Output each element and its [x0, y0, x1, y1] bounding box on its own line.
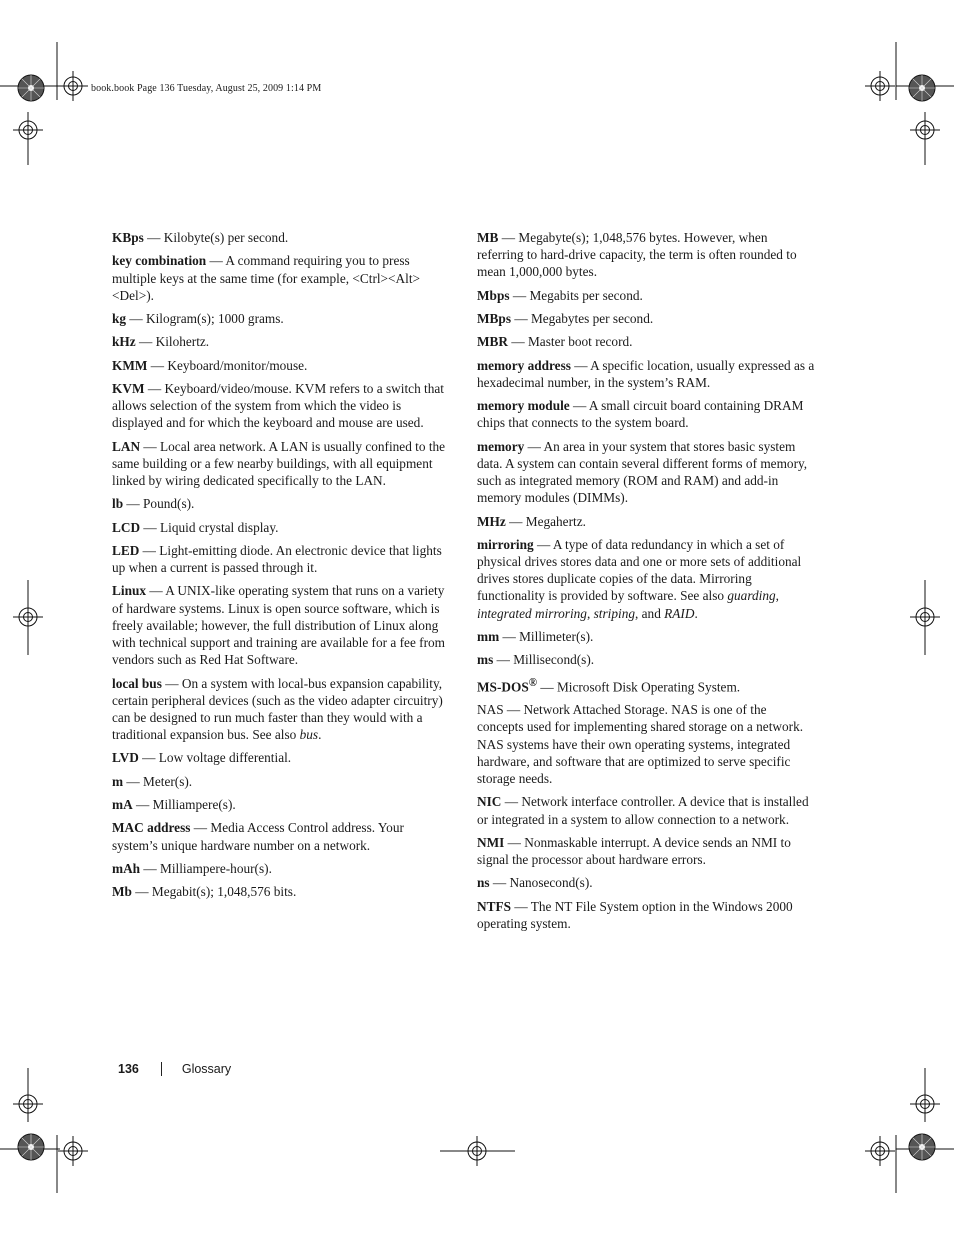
glossary-entry [112, 749, 450, 766]
definition-text: . [694, 605, 698, 621]
glossary-term: mAh [112, 860, 141, 876]
glossary-entry [112, 860, 450, 877]
glossary-definition: — Milliampere(s). [132, 797, 236, 812]
glossary-definition: NAS — Network Attached Storage. NAS is one of the concepts used for implementing shared storage on a network. NAS systems have their own operating systems, integrated hardware, and software that are optimized to serve specific storage needs. [477, 702, 804, 787]
glossary-term: MBR [477, 334, 509, 350]
glossary-entry [477, 793, 815, 827]
glossary-term: memory address [477, 357, 571, 373]
glossary-entry [112, 675, 450, 744]
glossary-definition: — A command requiring you to press multiple keys at the same time (for example, <Ctrl><Alt><Del>). [112, 253, 421, 303]
page-number: 136 [118, 1062, 139, 1076]
glossary-entry [477, 287, 815, 304]
glossary-definition: — The NT File System option in the Windows 2000 operating system. [477, 898, 793, 931]
glossary-term: LED [112, 542, 140, 558]
glossary-definition: — Kilohertz. [135, 334, 210, 350]
glossary-entry [477, 628, 815, 645]
glossary-entry [112, 310, 450, 327]
cross-reference: integrated mirroring [477, 605, 587, 621]
glossary-definition: — Liquid crystal display. [140, 519, 279, 535]
glossary-term: KVM [112, 380, 145, 396]
definition-text: , [586, 605, 594, 621]
glossary-entry [112, 582, 450, 668]
glossary-entry [112, 542, 450, 576]
cross-reference: striping [593, 605, 635, 621]
section-title: Glossary [181, 1062, 232, 1076]
glossary-term: ns [477, 875, 490, 891]
cross-reference: RAID [664, 605, 695, 621]
glossary-term: m [112, 773, 124, 789]
glossary-definition: — Megabyte(s); 1,048,576 bytes. However, when referring to hard-drive capacity, the term is often rounded to mean 1,000,000 bytes. [477, 230, 797, 280]
glossary-definition: — Nonmaskable interrupt. A device sends an NMI to signal the processor about hardware errors. [477, 834, 791, 868]
glossary-term: mm [477, 628, 500, 644]
glossary-term: lb [112, 496, 124, 512]
definition-text: , and [635, 605, 665, 621]
glossary-definition: — Megabytes per second. [511, 311, 654, 326]
glossary-definition: — Meter(s). [123, 773, 193, 789]
glossary-term: memory module [477, 398, 570, 414]
glossary-definition: — An area in your system that stores basic system data. A system can contain several different forms of memory, such as integrated memory (ROM and RAM) and add-in memory modules (DIMMs). [477, 438, 808, 506]
glossary-entry [477, 397, 815, 431]
glossary-term: Linux [112, 583, 147, 599]
glossary-term: LAN [112, 438, 141, 454]
glossary-term: kg [112, 311, 127, 326]
glossary-entry [112, 773, 450, 790]
glossary-definition: — A type of data redundancy in which a set of physical drives stores data and one or more sets of additional drives stores duplicate copies of the data. Mirroring functionality is provided by software. See also [477, 536, 802, 604]
glossary-entry [477, 675, 815, 696]
glossary-entry [112, 883, 450, 900]
glossary-entry [112, 333, 450, 350]
glossary-definition: — Light-emitting diode. An electronic device that lights up when a current is passed through it. [112, 542, 442, 576]
glossary-definition: — Master boot record. [508, 334, 633, 350]
glossary-entry [112, 229, 450, 246]
glossary-entry [112, 819, 450, 853]
glossary-entry [477, 333, 815, 350]
glossary-definition: — Microsoft Disk Operating System. [537, 678, 741, 694]
glossary-term: LVD [112, 750, 139, 766]
glossary-term: Mbps [477, 287, 510, 303]
glossary-definition: — Low voltage differential. [138, 750, 292, 766]
glossary-term: MAC address [112, 820, 191, 836]
glossary-term: KMM [112, 357, 148, 373]
glossary-definition: — Megabits per second. [509, 287, 643, 303]
glossary-definition: — Network interface controller. A device that is installed or integrated in a system to allow connection to a network. [477, 794, 809, 827]
cross-reference: guarding [727, 588, 776, 604]
glossary-entry [477, 651, 815, 668]
glossary-definition: — Media Access Control address. Your system’s unique hardware number on a network. [112, 820, 404, 853]
glossary-definition: — A UNIX-like operating system that runs on a variety of hardware systems. Linux is open source software, which is freely available; however, the full distribution of Linux along with technical support and training are available for a fee from vendors such as Red Hat Software. [112, 583, 446, 668]
registered-mark: ® [528, 676, 537, 689]
glossary-term: key combination [112, 253, 207, 269]
glossary-term: ms [477, 652, 494, 668]
glossary-definition: — A specific location, usually expressed as a hexadecimal number, in the system’s RAM. [477, 357, 815, 390]
definition-text: , [775, 588, 779, 604]
glossary-definition: — Megabit(s); 1,048,576 bits. [131, 884, 297, 900]
page-footer [118, 1062, 231, 1076]
glossary-entry [477, 513, 815, 530]
glossary-entry [112, 438, 450, 490]
glossary-term: memory [477, 438, 525, 454]
glossary-definition: — Nanosecond(s). [489, 875, 593, 891]
glossary-term: LCD [112, 519, 141, 535]
definition-text: . [318, 727, 322, 743]
glossary-entry [477, 310, 815, 327]
glossary-entry [112, 796, 450, 813]
glossary-entry [477, 357, 815, 391]
glossary-entry [112, 357, 450, 374]
glossary-term: NIC [477, 794, 502, 810]
glossary-term: local bus [112, 675, 162, 691]
glossary-definition: — Millimeter(s). [499, 628, 594, 644]
glossary-entry [112, 252, 450, 304]
glossary-definition: — Local area network. A LAN is usually confined to the same building or a few nearby buildings, with all equipment linked by wiring dedicated specifically to the LAN. [112, 438, 446, 488]
glossary-definition: — Keyboard/monitor/mouse. [147, 357, 308, 373]
glossary-term: mA [112, 797, 133, 812]
glossary-entry [112, 380, 450, 432]
glossary-definition: — Milliampere-hour(s). [140, 860, 272, 876]
glossary-term: MB [477, 230, 499, 245]
glossary-definition: — Keyboard/video/mouse. KVM refers to a switch that allows selection of the system from which the video is displayed and for which the keyboard and mouse are used. [112, 380, 444, 431]
glossary-term: KBps [112, 230, 144, 245]
glossary-term: MS-DOS [477, 678, 529, 694]
glossary-term: MBps [477, 311, 511, 326]
glossary-definition: — On a system with local-bus expansion capability, certain peripheral devices (such as the video adapter circuitry) can be designed to run much faster than they would with a traditional expansion bus. See also [112, 675, 443, 743]
glossary-entry [477, 438, 815, 507]
glossary-term: NMI [477, 834, 505, 850]
glossary-term: Mb [112, 884, 132, 900]
glossary-definition: — Kilobyte(s) per second. [143, 230, 289, 245]
glossary-definition: — Millisecond(s). [493, 652, 595, 668]
glossary-term: mirroring [477, 536, 534, 552]
glossary-term: kHz [112, 334, 136, 350]
glossary-entry [477, 898, 815, 932]
glossary-column-left [112, 229, 450, 906]
glossary-entry [112, 519, 450, 536]
footer-divider [161, 1062, 162, 1076]
glossary-entry [477, 536, 815, 622]
glossary-entry [477, 229, 815, 281]
file-slug: book.book Page 136 Tuesday, August 25, 2009 1:14 PM [91, 83, 322, 94]
glossary-definition: — A small circuit board containing DRAM chips that connects to the system board. [477, 398, 804, 431]
cross-reference: bus [299, 727, 319, 743]
glossary-definition: — Pound(s). [123, 496, 195, 512]
glossary-entry [477, 701, 815, 787]
glossary-definition: — Kilogram(s); 1000 grams. [126, 311, 284, 326]
glossary-entry [477, 874, 815, 891]
glossary-term: NTFS [477, 898, 511, 914]
glossary-entry [477, 834, 815, 868]
glossary-term: MHz [477, 513, 506, 529]
glossary-column-right [477, 229, 815, 938]
glossary-definition: — Megahertz. [505, 513, 586, 529]
glossary-entry [112, 495, 450, 512]
